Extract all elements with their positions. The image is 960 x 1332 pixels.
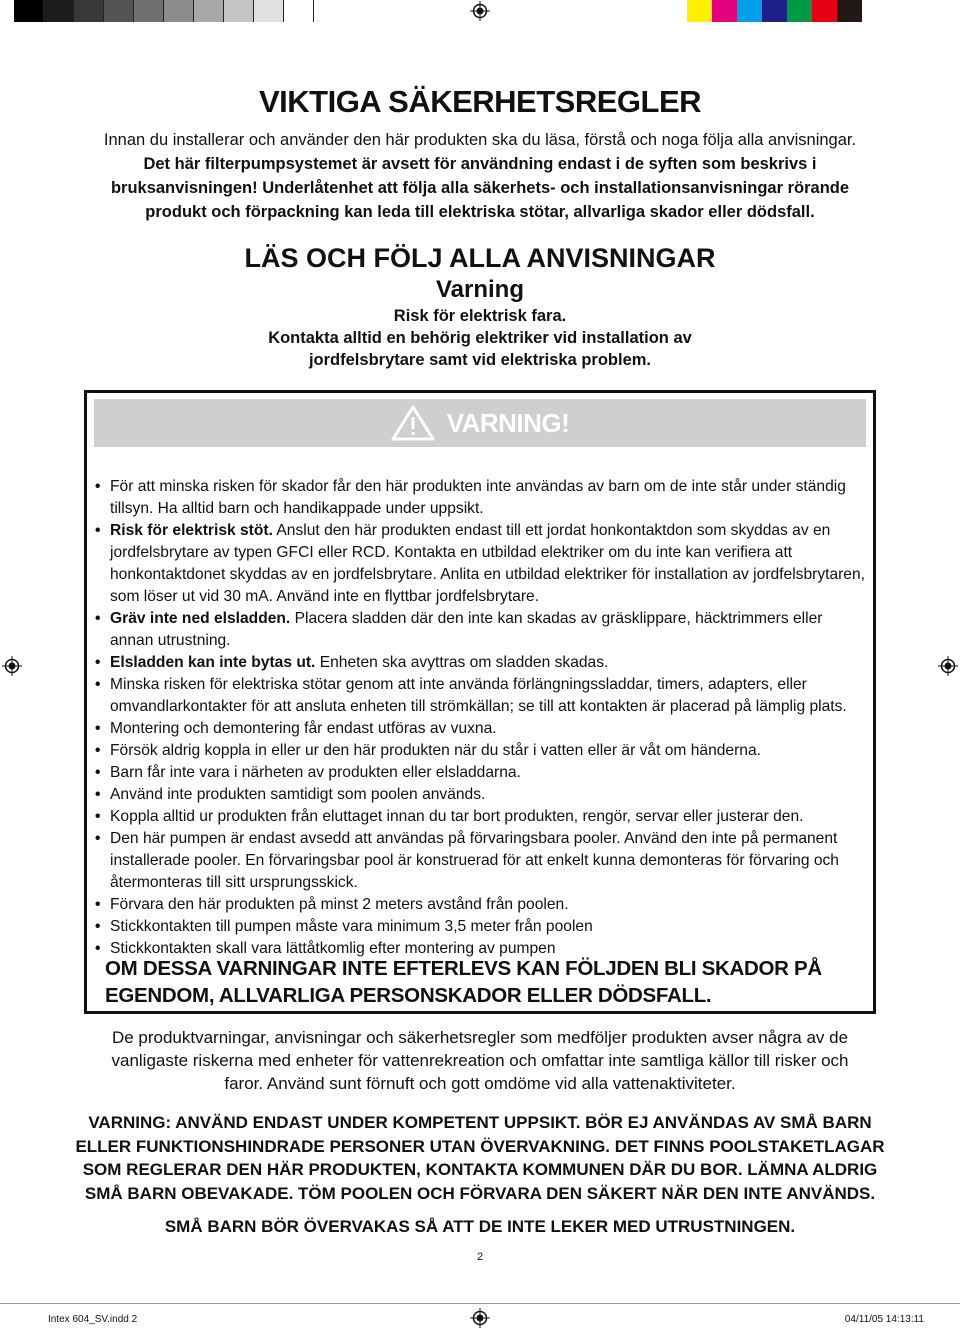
color-swatch <box>737 0 762 22</box>
bullet-lead-text: Risk för elektrisk stöt. <box>110 522 273 539</box>
bullet-text: Den här pumpen är endast avsedd att användas på förvaringsbara pooler. Använd den inte på permanent installerade pooler. En förvaringsbar pool är konstruerad för att enkelt kunna demonteras för förvaring och återmonteras till sitt ursprungsskick. <box>110 830 839 891</box>
warning-bullet-item <box>95 674 865 718</box>
warning-bullet-item <box>95 476 865 520</box>
grayscale-swatch <box>44 0 74 22</box>
bullet-text: Stickkontakten till pumpen måste vara minimum 3,5 meter från poolen <box>110 918 593 935</box>
warning-triangle-icon <box>391 405 435 441</box>
warning-bullet-item <box>95 762 865 784</box>
color-swatch <box>687 0 712 22</box>
slug-timestamp: 04/11/05 14:13:11 <box>844 1314 924 1325</box>
grayscale-swatch <box>104 0 134 22</box>
grayscale-swatch <box>284 0 314 22</box>
bullet-text: Stickkontakten skall vara lättåtkomlig efter montering av pumpen <box>110 940 556 957</box>
warning-bullet-item <box>95 520 865 608</box>
warning-bullet-item <box>95 740 865 762</box>
children-supervision-line: SMÅ BARN BÖR ÖVERVAKAS SÅ ATT DE INTE LEKER MED UTRUSTNINGEN. <box>164 1217 796 1236</box>
contact-line-1: Kontakta alltid en behörig elektriker vid installation av <box>268 329 692 347</box>
bullet-text: Barn får inte vara i närheten av produkten eller elsladdarna. <box>110 764 521 781</box>
warning-bullet-item <box>95 652 865 674</box>
intro-block <box>100 128 860 224</box>
registration-crosshair-left-icon <box>2 656 22 676</box>
warning-bullet-item <box>95 916 865 938</box>
bullet-text: Placera sladden där den inte kan skadas av gräsklippare, häcktrimmers eller annan utrustning. <box>110 610 823 649</box>
bullet-text: Minska risken för elektriska stötar genom att inte använda förlängningssladdar, timers, adapters, eller omvandlarkontakter för att ansluta enheten till strömkällan; se till att kontakten är placerad på lämplig plats. <box>110 676 847 715</box>
warning-bullet-item <box>95 784 865 806</box>
grayscale-swatch <box>14 0 44 22</box>
warning-box-footer: OM DESSA VARNINGAR INTE EFTERLEVS KAN FÖLJDEN BLI SKADOR PÅ EGENDOM, ALLVARLIGA PERSONSKADOR ELLER DÖDSFALL. <box>105 957 822 1007</box>
warning-box-header <box>94 399 866 447</box>
warning-bullet-list <box>95 476 865 960</box>
page-number: 2 <box>476 1251 484 1263</box>
color-swatch <box>812 0 837 22</box>
slug-divider <box>0 1303 960 1304</box>
grayscale-calibration-bar <box>14 0 314 22</box>
registration-crosshair-top-icon <box>470 1 490 21</box>
color-calibration-bar <box>687 0 887 22</box>
bullet-text: För att minska risken för skador får den här produkten inte användas av barn om de inte står under ständig tillsyn. Ha alltid barn och handikappade under uppsikt. <box>110 478 846 517</box>
bullet-text: Använd inte produkten samtidigt som poolen används. <box>110 786 486 803</box>
warning-bullet-item <box>95 718 865 740</box>
grayscale-swatch <box>164 0 194 22</box>
contact-line-2: jordfelsbrytare samt vid elektriska problem. <box>308 351 652 369</box>
bullet-text: Försök aldrig koppla in eller ur den här produkten när du står i vatten eller är våt om händerna. <box>110 742 761 759</box>
grayscale-swatch <box>134 0 164 22</box>
supervision-warning: VARNING: ANVÄND ENDAST UNDER KOMPETENT UPPSIKT. BÖR EJ ANVÄNDAS AV SMÅ BARN ELLER FUNKTIONSHINDRADE PERSONER UTAN ÖVERVAKNING. DET FINNS POOLSTAKETLAGAR SOM REGLERAR DEN HÄR PRODUKTEN, KONTAKTA KOMMUNEN DÄR DU BOR. LÄMNA ALDRIG SMÅ BARN OBEVAKADE. TÖM POOLEN OCH FÖRVARA DEN SÄKERT NÄR DEN INTE ANVÄNDS. <box>75 1113 885 1203</box>
risk-line: Risk för elektrisk fara. <box>393 307 567 325</box>
warning-bullet-item <box>95 608 865 652</box>
bullet-lead-text: Elsladden kan inte bytas ut. <box>110 654 316 671</box>
warning-bullet-item <box>95 828 865 894</box>
disclaimer-paragraph: De produktvarningar, anvisningar och säkerhetsregler som medföljer produkten avser några av de vanligaste riskerna med enheter för vattenrekreation och omfattar inte samtliga källor till risker och faror. Använd sunt förnuft och gott omdöme vid alla vattenaktiviteter. <box>111 1028 849 1093</box>
warning-bullet-item <box>95 894 865 916</box>
bullet-text: Förvara den här produkten på minst 2 meters avstånd från poolen. <box>110 896 569 913</box>
grayscale-swatch <box>254 0 284 22</box>
varning-heading: Varning <box>435 276 525 303</box>
bullet-text: Anslut den här produkten endast till ett jordat honkontaktdon som skyddas av en jordfelsbrytare av typen GFCI eller RCD. Kontakta en utbildad elektriker om du inte kan verifiera att honkontaktdonet skyddas av en jordfelsbrytare. Anlita en utbildad elektriker för installation av jordfelsbrytaren, som löser ut vid 30 mA. Använd inte en flyttbar jordfelsbrytare. <box>110 522 865 605</box>
grayscale-swatch <box>194 0 224 22</box>
grayscale-swatch <box>74 0 104 22</box>
bullet-text: Enheten ska avyttras om sladden skadas. <box>315 654 609 671</box>
color-swatch <box>837 0 862 22</box>
warning-box-title: VARNING! <box>446 407 570 438</box>
page-title: VIKTIGA SÄKERHETSREGLER <box>258 84 702 119</box>
electrical-risk-notice <box>0 305 960 371</box>
read-all-heading: LÄS OCH FÖLJ ALLA ANVISNINGAR <box>244 243 716 273</box>
slug-filename: Intex 604_SV.indd 2 <box>48 1314 138 1325</box>
registration-crosshair-bottom-icon <box>470 1308 490 1328</box>
registration-crosshair-right-icon <box>938 656 958 676</box>
intro-line: Innan du installerar och använder den här produkten ska du läsa, förstå och noga följa alla anvisningar. <box>103 131 857 149</box>
grayscale-swatch <box>224 0 254 22</box>
color-swatch <box>787 0 812 22</box>
warning-box <box>84 390 876 1014</box>
bullet-text: Koppla alltid ur produkten från eluttaget innan du tar bort produkten, rengör, servar eller justerar den. <box>110 808 804 825</box>
bullet-text: Montering och demontering får endast utföras av vuxna. <box>110 720 497 737</box>
color-swatch <box>862 0 887 22</box>
color-swatch <box>712 0 737 22</box>
intro-paragraph: Det här filterpumpsystemet är avsett för användning endast i de syften som beskrivs i bruksanvisningen! Underlåtenhet att följa alla säkerhets- och installationsanvisningar rörande produkt och förpackning kan leda till elektriska stötar, allvarliga skador eller dödsfall. <box>110 155 850 221</box>
bullet-lead-text: Gräv inte ned elsladden. <box>110 610 291 627</box>
warning-bullet-item <box>95 806 865 828</box>
color-swatch <box>762 0 787 22</box>
